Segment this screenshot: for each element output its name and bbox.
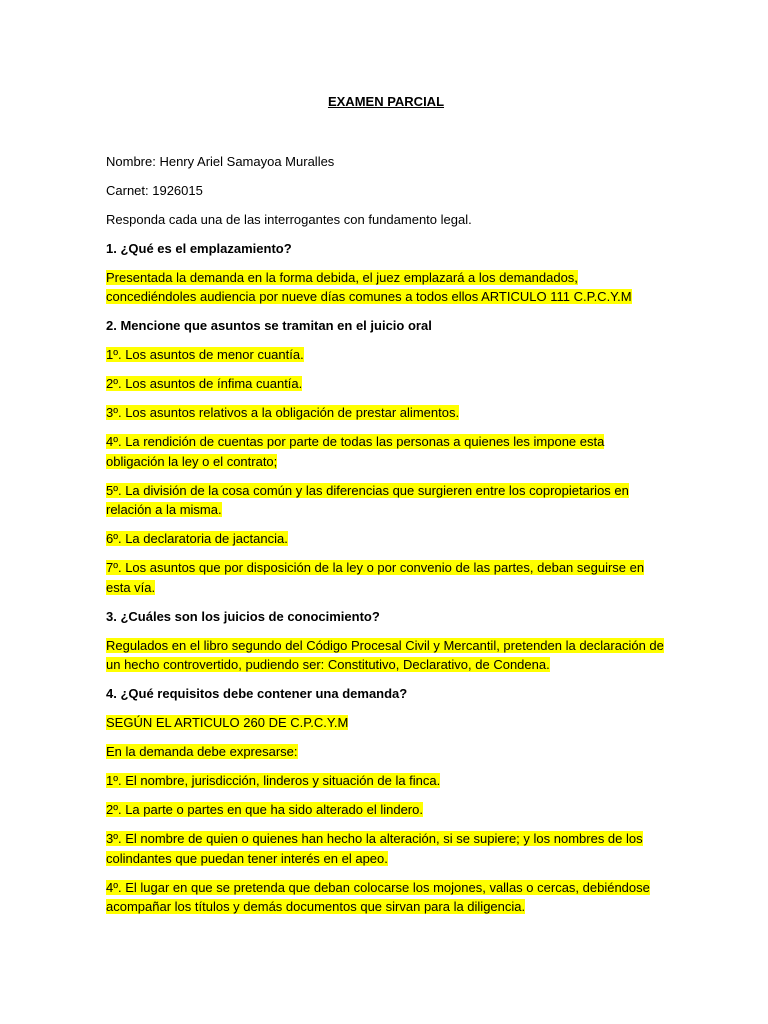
answer-2-item — [106, 558, 666, 597]
answer-4-item-text: 3º. El nombre de quien o quienes han hecho la alteración, si se supiere; y los nombres de los colindantes que puedan tener interés en el apeo. — [106, 831, 643, 866]
question-2: 2. Mencione que asuntos se tramitan en el juicio oral — [106, 318, 432, 333]
answer-2-item — [106, 345, 666, 365]
answer-4-intro-text: En la demanda debe expresarse: — [106, 744, 298, 759]
answer-2-item — [106, 529, 666, 549]
question-4: 4. ¿Qué requisitos debe contener una demanda? — [106, 686, 408, 701]
answer-3-text: Regulados en el libro segundo del Código Procesal Civil y Mercantil, pretenden la declaración de un hecho controvertido, pudiendo ser: Constitutivo, Declarativo, de Condena. — [106, 637, 664, 672]
answer-1 — [106, 268, 666, 307]
answer-2-item-text: 5º. La división de la cosa común y las diferencias que surgieren entre los copropietarios en relación a la misma. — [106, 482, 629, 517]
question-3: 3. ¿Cuáles son los juicios de conocimiento? — [106, 608, 380, 624]
answer-2-item-text: 2º. Los asuntos de ínfima cuantía. — [106, 376, 303, 391]
answer-2-item — [106, 481, 666, 520]
instructions: Responda cada una de las interrogantes con fundamento legal. — [106, 211, 472, 227]
answer-4-item-text: 2º. La parte o partes en que ha sido alterado el lindero. — [106, 802, 423, 817]
answer-2-item-text: 3º. Los asuntos relativos a la obligación de prestar alimentos. — [106, 405, 460, 420]
answer-2-item-text: 1º. Los asuntos de menor cuantía. — [106, 347, 304, 362]
student-carnet: Carnet: 1926015 — [106, 182, 203, 198]
answer-2-item — [106, 403, 666, 423]
answer-4-item — [106, 829, 666, 868]
answer-4-intro-text: SEGÚN EL ARTICULO 260 DE C.P.C.Y.M — [106, 715, 349, 730]
document-content — [106, 92, 666, 926]
answer-4-item — [106, 771, 666, 791]
student-name: Nombre: Henry Ariel Samayoa Muralles — [106, 153, 335, 169]
answer-2-item-text: 7º. Los asuntos que por disposición de la ley o por convenio de las partes, deban seguirse en esta vía. — [106, 560, 645, 595]
answer-1-text: Presentada la demanda en la forma debida, el juez emplazará a los demandados, concediéndoles audiencia por nueve días comunes a todos ellos ARTICULO 111 C.P.C.Y.M — [106, 269, 632, 304]
answer-2-item — [106, 432, 666, 471]
document-title: EXAMEN PARCIAL — [327, 94, 445, 109]
question-1: 1. ¿Qué es el emplazamiento? — [106, 240, 292, 256]
answer-2-item — [106, 374, 666, 394]
answer-4-intro — [106, 713, 666, 733]
answer-4-item-text: 1º. El nombre, jurisdicción, linderos y situación de la finca. — [106, 773, 441, 788]
answer-4-item — [106, 800, 666, 820]
answer-4-item — [106, 878, 666, 917]
answer-3 — [106, 636, 666, 675]
answer-4-item-text: 4º. El lugar en que se pretenda que deban colocarse los mojones, vallas o cercas, debiéndose acompañar los títulos y demás documentos que sirvan para la diligencia. — [106, 879, 650, 914]
answer-4-intro — [106, 742, 666, 762]
answer-2-item-text: 6º. La declaratoria de jactancia. — [106, 531, 288, 546]
answer-2-item-text: 4º. La rendición de cuentas por parte de todas las personas a quienes les impone esta obligación la ley o el contrato; — [106, 434, 605, 469]
